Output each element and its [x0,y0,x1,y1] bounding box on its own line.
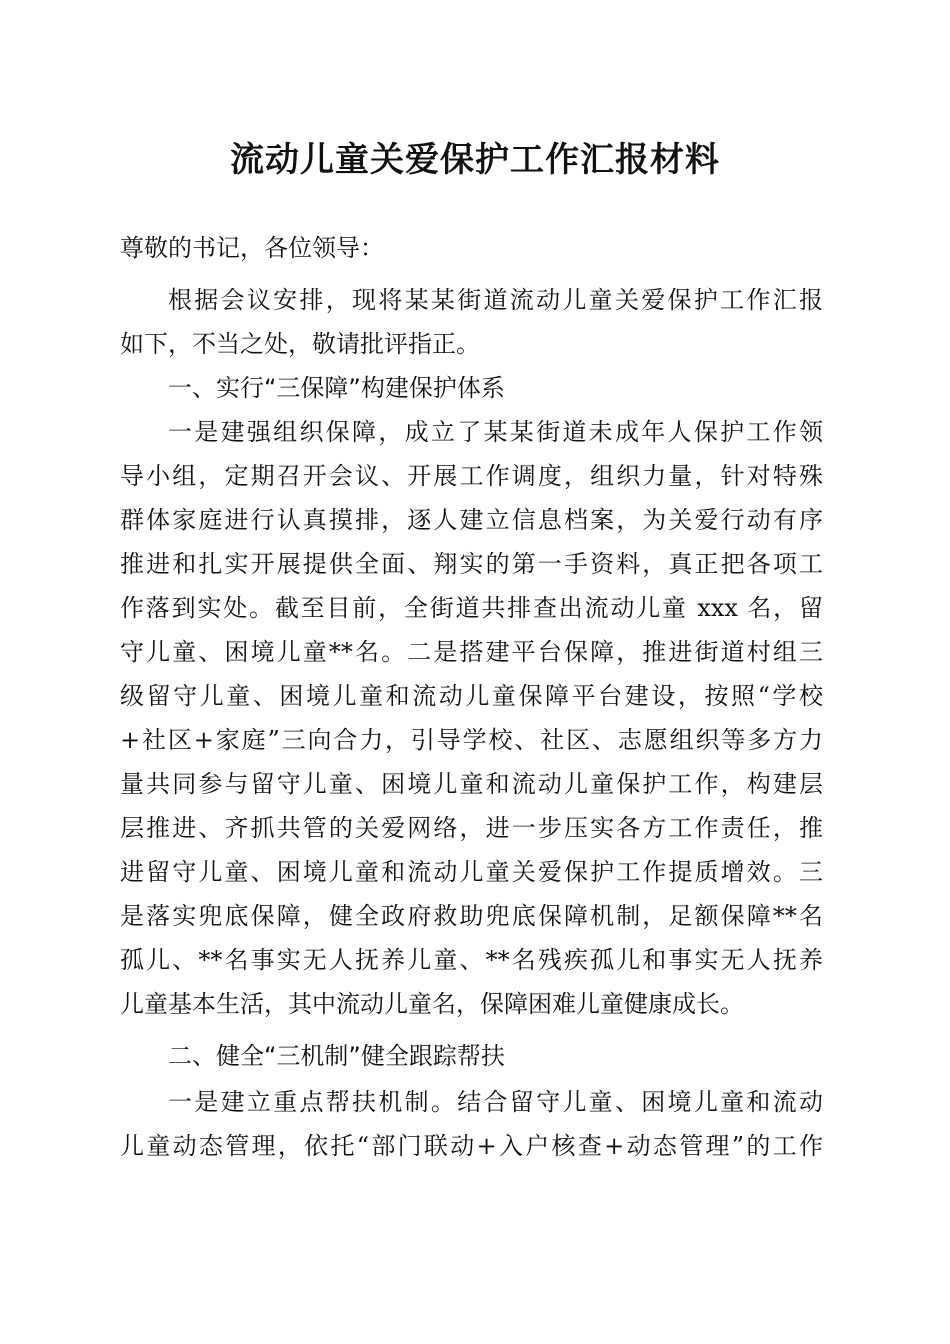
intro-line: 根据会议安排，现将某某街道流动儿童关爱保护工作汇报 [168,286,823,314]
salutation: 尊敬的书记，各位领导： [120,234,384,262]
paragraph-line: 作落到实处。截至目前，全街道共排查出流动儿童 xxx 名，留 [120,594,823,622]
intro-line: 如下，不当之处，敬请批评指正。 [120,330,480,358]
paragraph-line: 级留守儿童、困境儿童和流动儿童保障平台建设，按照“学校 [120,682,823,710]
section-heading: 一、实行“三保障”构建保护体系 [168,374,505,402]
paragraph-line: 群体家庭进行认真摸排，逐人建立信息档案，为关爱行动有序 [120,506,823,534]
paragraph-line: 是落实兜底保障，健全政府救助兜底保障机制，足额保障**名 [120,902,823,930]
paragraph-line: 孤儿、**名事实无人抚养儿童、**名残疾孤儿和事实无人抚养 [120,946,823,974]
paragraph-line: 层推进、齐抓共管的关爱网络，进一步压实各方工作责任，推 [120,814,823,842]
paragraph-line: 儿童基本生活，其中流动儿童名，保障困难儿童健康成长。 [120,990,744,1018]
paragraph-line: 进留守儿童、困境儿童和流动儿童关爱保护工作提质增效。三 [120,858,823,886]
section-heading: 二、健全“三机制”健全跟踪帮扶 [168,1042,505,1070]
paragraph-line: 推进和扎实开展提供全面、翔实的第一手资料，真正把各项工 [120,550,823,578]
paragraph-line: 量共同参与留守儿童、困境儿童和流动儿童保护工作，构建层 [120,770,823,798]
paragraph-line: +社区+家庭”三向合力，引导学校、社区、志愿组织等多方力 [120,726,823,754]
document-title: 流动儿童关爱保护工作汇报材料 [230,140,720,180]
paragraph-line: 导小组，定期召开会议、开展工作调度，组织力量，针对特殊 [120,462,823,490]
paragraph-line: 一是建立重点帮扶机制。结合留守儿童、困境儿童和流动 [168,1088,823,1116]
paragraph-line: 一是建强组织保障，成立了某某街道未成年人保护工作领 [168,418,823,446]
paragraph-line: 守儿童、困境儿童**名。二是搭建平台保障，推进街道村组三 [120,638,823,666]
paragraph-line: 儿童动态管理，依托“部门联动+入户核查+动态管理”的工作 [120,1132,823,1160]
